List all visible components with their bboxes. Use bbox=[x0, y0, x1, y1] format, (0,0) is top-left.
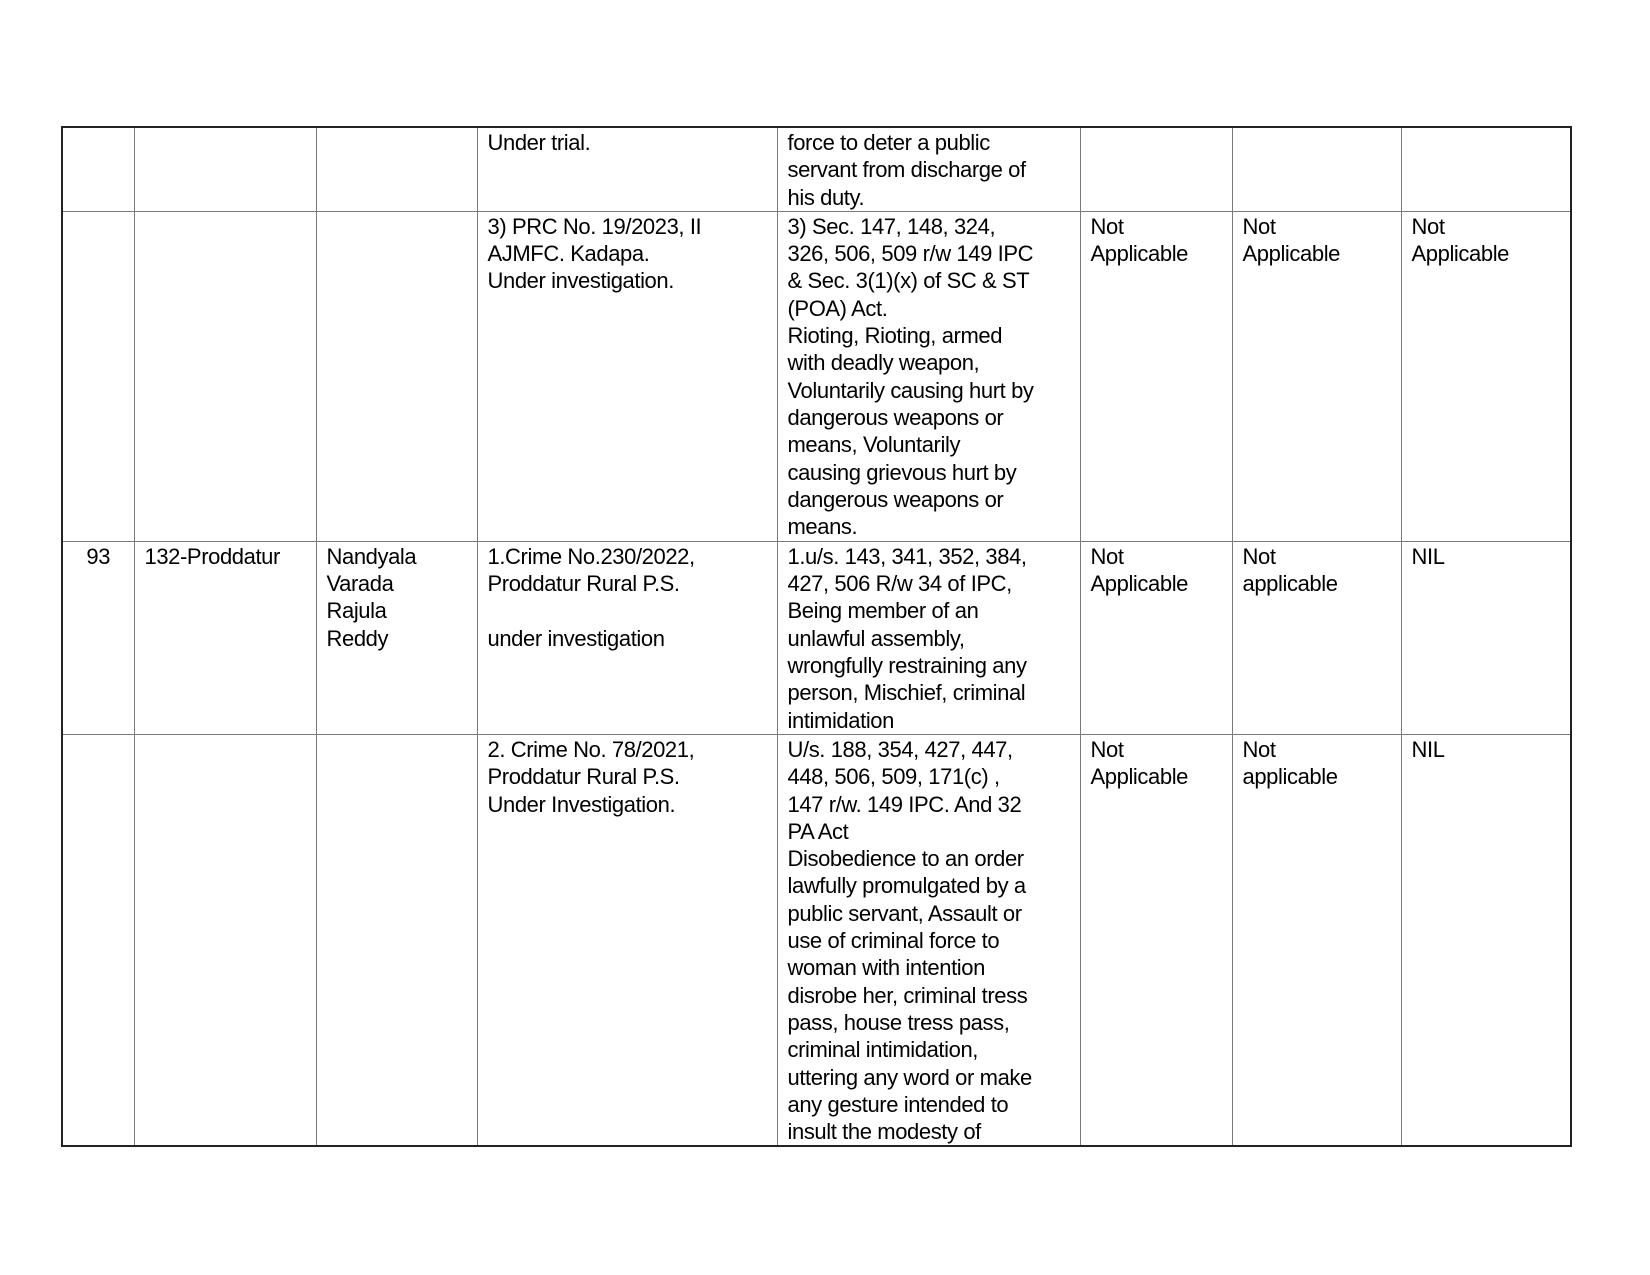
table-row bbox=[62, 211, 1571, 541]
table-row bbox=[62, 541, 1571, 734]
table-row bbox=[62, 734, 1571, 1146]
applicable-cell-1 bbox=[1080, 211, 1232, 541]
applicable-cell-1 bbox=[1080, 541, 1232, 734]
applicable-cell-2 bbox=[1232, 211, 1401, 541]
remarks-cell bbox=[1401, 541, 1571, 734]
cell-text-line: Nandyala bbox=[326, 543, 417, 569]
cell-text-line bbox=[488, 597, 767, 624]
cell-text-line: lawfully promulgated by a bbox=[787, 873, 1026, 899]
candidate-name-cell bbox=[316, 127, 477, 211]
candidate-name-cell bbox=[316, 211, 477, 541]
case-details-cell bbox=[477, 127, 777, 211]
cell-text-line: Not bbox=[1242, 736, 1276, 762]
cell-text-line: Being member of an bbox=[787, 598, 979, 624]
cell-text-line: under investigation bbox=[487, 625, 665, 651]
applicable-cell-2 bbox=[1232, 127, 1401, 211]
sections-cell bbox=[777, 211, 1080, 541]
table-row bbox=[62, 127, 1571, 211]
cell-text-line: Under investigation. bbox=[487, 268, 674, 294]
cell-text-line: public servant, Assault or bbox=[787, 900, 1022, 926]
cell-text-line: 448, 506, 509, 171(c) , bbox=[787, 764, 1000, 790]
cell-text-line: 132-Proddatur bbox=[144, 543, 280, 569]
cell-text-line: 3) Sec. 147, 148, 324, bbox=[787, 213, 996, 239]
cell-text-line: Proddatur Rural P.S. bbox=[487, 764, 680, 790]
cell-text-line: wrongfully restraining any bbox=[787, 653, 1027, 679]
cell-text-line: NIL bbox=[1411, 543, 1445, 569]
cell-text-line: Applicable bbox=[1090, 764, 1189, 790]
cell-text-line: 93 bbox=[86, 543, 111, 569]
candidate-name-cell bbox=[316, 541, 477, 734]
cell-text-line: 147 r/w. 149 IPC. And 32 bbox=[787, 791, 1022, 817]
cell-text-line: dangerous weapons or bbox=[787, 404, 1004, 430]
remarks-cell bbox=[1401, 127, 1571, 211]
cell-text-line: Voluntarily causing hurt by bbox=[787, 377, 1034, 403]
cell-text-line: & Sec. 3(1)(x) of SC & ST bbox=[787, 268, 1030, 294]
cell-text-line: 1.Crime No.230/2022, bbox=[487, 543, 695, 569]
cell-text-line: Not bbox=[1090, 213, 1124, 239]
constituency-cell bbox=[134, 734, 316, 1146]
serial-number-cell bbox=[62, 541, 134, 734]
cell-text-line: Applicable bbox=[1090, 241, 1189, 267]
serial-number-cell bbox=[62, 127, 134, 211]
cell-text-line: unlawful assembly, bbox=[787, 625, 965, 651]
cell-text-line: Proddatur Rural P.S. bbox=[487, 571, 680, 597]
cell-text-line: Not bbox=[1242, 543, 1276, 569]
cell-text-line: dangerous weapons or bbox=[787, 486, 1004, 512]
cell-text-line: Varada bbox=[326, 571, 394, 597]
cell-text-line: woman with intention bbox=[787, 955, 985, 981]
cell-text-line: Rioting, Rioting, armed bbox=[787, 323, 1003, 349]
cell-text-line: means, Voluntarily bbox=[787, 432, 961, 458]
constituency-cell bbox=[134, 127, 316, 211]
cell-text-line: PA Act bbox=[787, 818, 849, 844]
cell-text-line: U/s. 188, 354, 427, 447, bbox=[787, 736, 1013, 762]
cell-text-line: with deadly weapon, bbox=[787, 350, 980, 376]
cell-text-line: pass, house tress pass, bbox=[787, 1009, 1010, 1035]
cell-text-line: NIL bbox=[1411, 736, 1445, 762]
remarks-cell bbox=[1401, 211, 1571, 541]
cell-text-line: Disobedience to an order bbox=[787, 846, 1024, 872]
applicable-cell-1 bbox=[1080, 127, 1232, 211]
cell-text-line: 3) PRC No. 19/2023, II bbox=[487, 213, 702, 239]
cell-text-line: disrobe her, criminal tress bbox=[787, 982, 1028, 1008]
cell-text-line: Under Investigation. bbox=[487, 791, 676, 817]
sections-cell bbox=[777, 734, 1080, 1146]
applicable-cell-2 bbox=[1232, 541, 1401, 734]
applicable-cell-1 bbox=[1080, 734, 1232, 1146]
cell-text-line: use of criminal force to bbox=[787, 928, 1000, 954]
serial-number-cell bbox=[62, 734, 134, 1146]
sections-cell bbox=[777, 541, 1080, 734]
case-details-table bbox=[61, 126, 1572, 1147]
constituency-cell bbox=[134, 541, 316, 734]
cell-text-line: Applicable bbox=[1090, 571, 1189, 597]
applicable-cell-2 bbox=[1232, 734, 1401, 1146]
cell-text-line: Reddy bbox=[326, 625, 389, 651]
cell-text-line: Applicable bbox=[1411, 241, 1510, 267]
cell-text-line: 1.u/s. 143, 341, 352, 384, bbox=[787, 543, 1027, 569]
cell-text-line: force to deter a public bbox=[787, 130, 990, 155]
cell-text-line: Not bbox=[1090, 543, 1124, 569]
constituency-cell bbox=[134, 211, 316, 541]
cell-text-line: applicable bbox=[1242, 571, 1338, 597]
cell-text-line: any gesture intended to bbox=[787, 1091, 1009, 1117]
cell-text-line: his duty. bbox=[787, 184, 865, 210]
cell-text-line: (POA) Act. bbox=[787, 295, 888, 321]
serial-number-cell bbox=[62, 211, 134, 541]
cell-text-line: causing grievous hurt by bbox=[787, 459, 1017, 485]
cell-text-line: person, Mischief, criminal bbox=[787, 680, 1026, 706]
case-details-cell bbox=[477, 734, 777, 1146]
sections-cell bbox=[777, 127, 1080, 211]
cell-text-line: Not bbox=[1242, 213, 1276, 239]
cell-text-line: Rajula bbox=[326, 598, 387, 624]
candidate-name-cell bbox=[316, 734, 477, 1146]
cell-text-line: insult the modesty of bbox=[787, 1119, 981, 1145]
cell-text-line: 2. Crime No. 78/2021, bbox=[487, 736, 695, 762]
cell-text-line: criminal intimidation, bbox=[787, 1037, 978, 1063]
case-details-cell bbox=[477, 211, 777, 541]
cell-text-line: applicable bbox=[1242, 764, 1338, 790]
cell-text-line: Under trial. bbox=[487, 130, 591, 155]
cell-text-line: uttering any word or make bbox=[787, 1064, 1032, 1090]
case-details-cell bbox=[477, 541, 777, 734]
remarks-cell bbox=[1401, 734, 1571, 1146]
cell-text-line: 427, 506 R/w 34 of IPC, bbox=[787, 571, 1012, 597]
cell-text-line: Not bbox=[1411, 213, 1445, 239]
cell-text-line: AJMFC. Kadapa. bbox=[487, 241, 650, 267]
cell-text-line: Not bbox=[1090, 736, 1124, 762]
cell-text-line: intimidation bbox=[787, 707, 894, 733]
cell-text-line: 326, 506, 509 r/w 149 IPC bbox=[787, 241, 1034, 267]
cell-text-line: servant from discharge of bbox=[787, 157, 1026, 183]
cell-text-line: Applicable bbox=[1242, 241, 1341, 267]
cell-text-line: means. bbox=[787, 514, 858, 540]
